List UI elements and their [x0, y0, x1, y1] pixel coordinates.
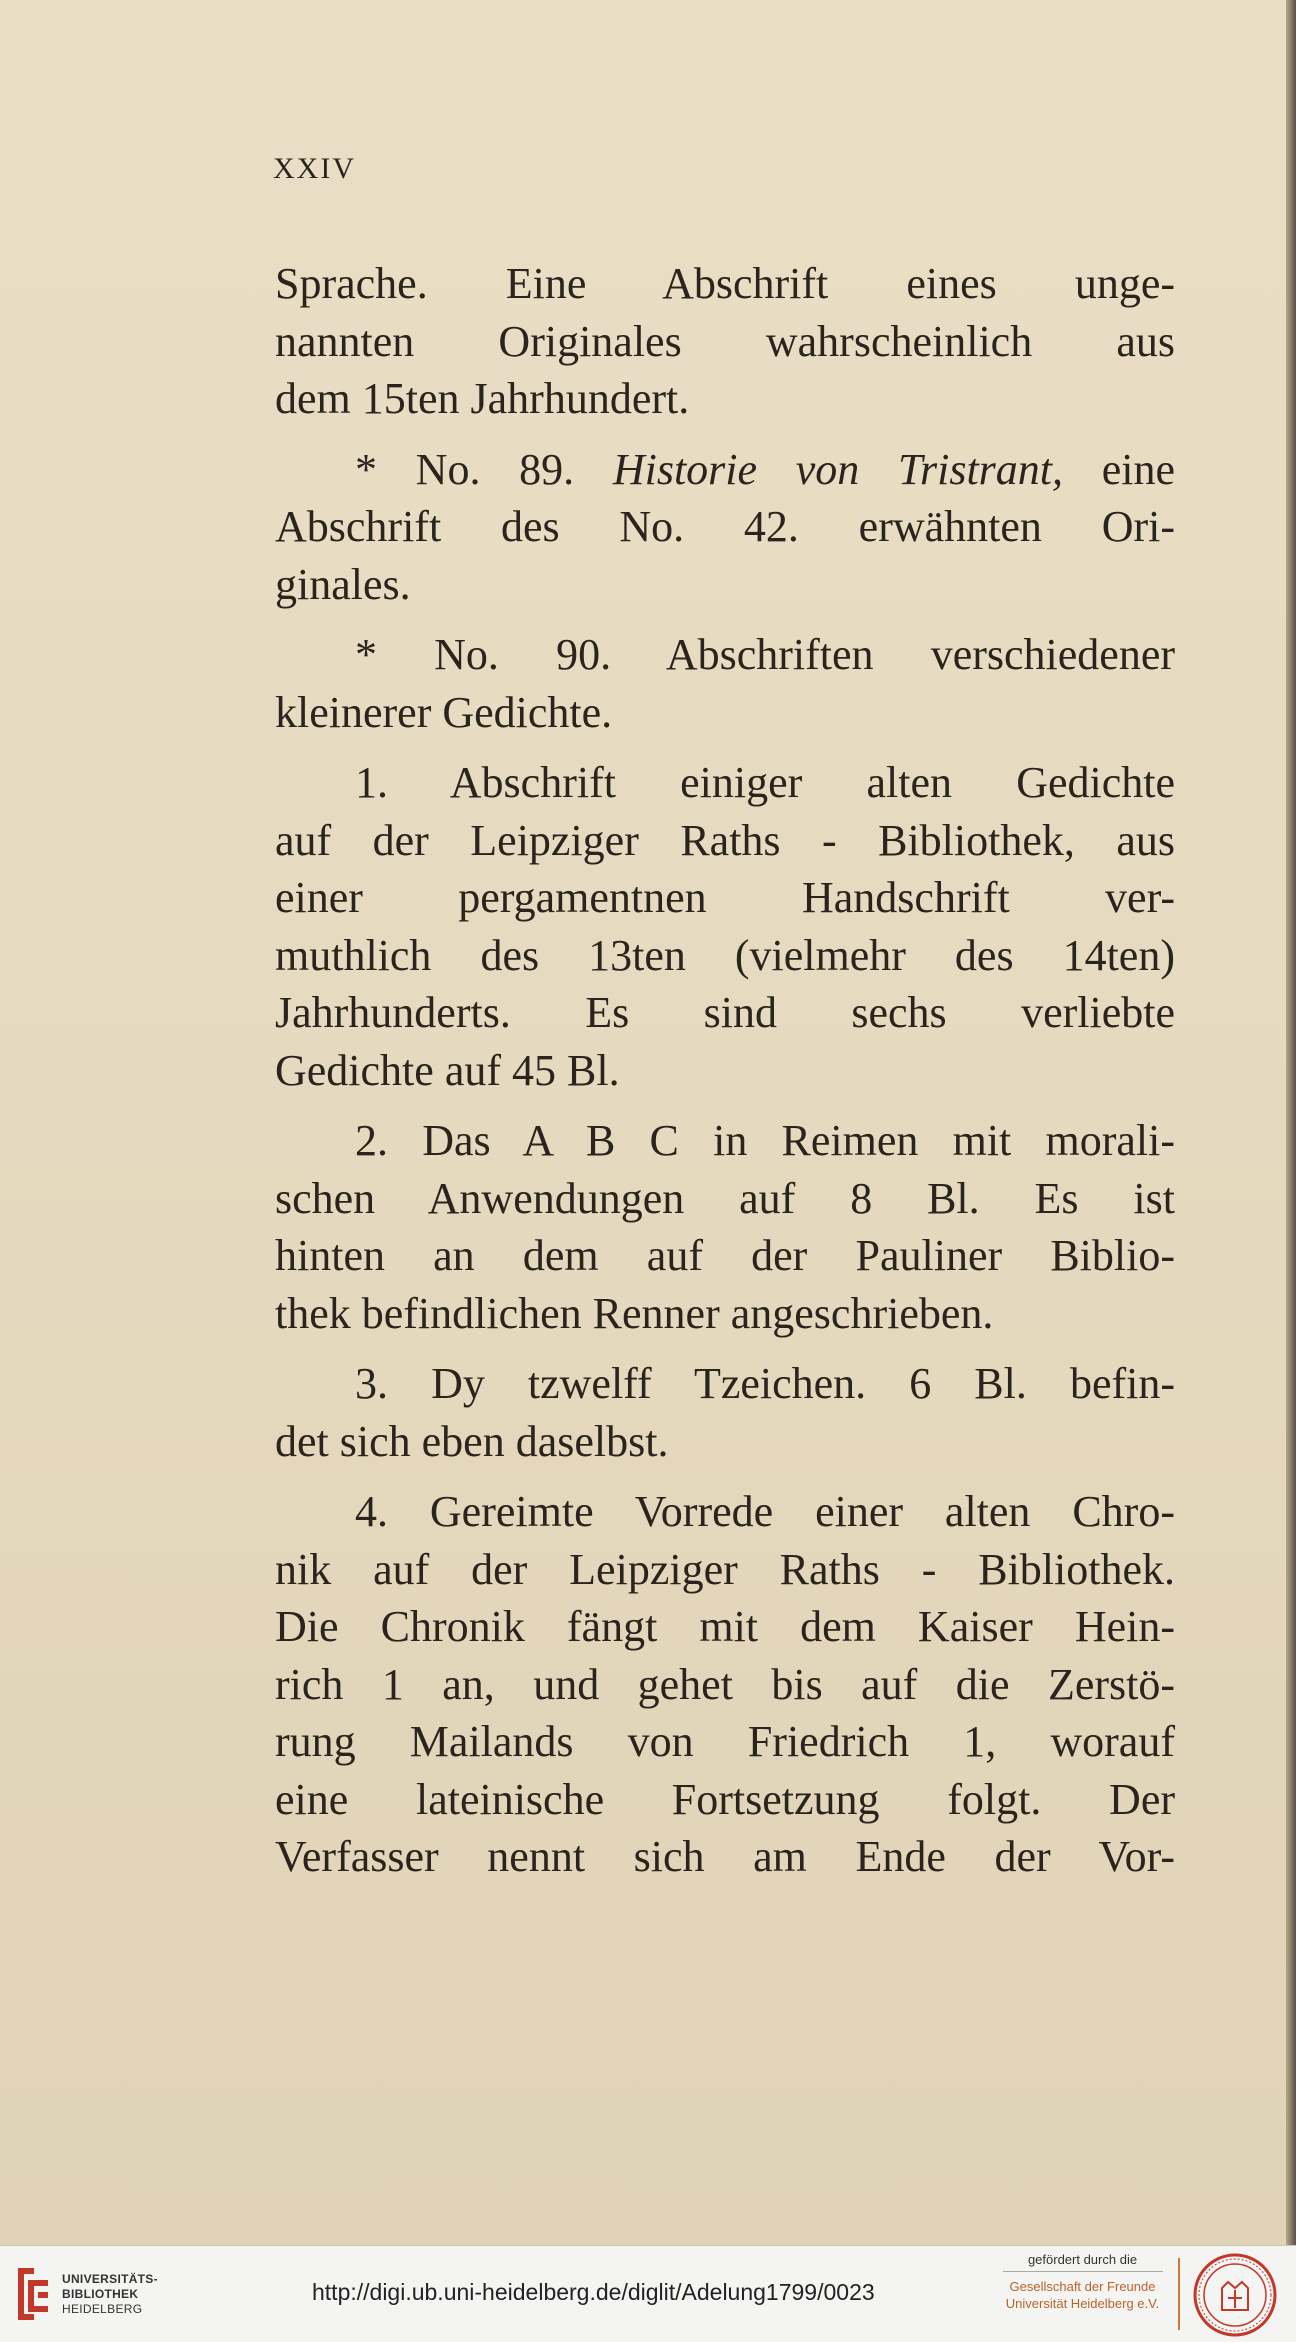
text-line: muthlich des 13ten (vielmehr des 14ten)	[275, 930, 1175, 980]
text-line: thek befindlichen Renner angeschrieben.	[275, 1288, 994, 1338]
paragraph-6	[275, 1355, 1175, 1413]
text-line: Verfasser nennt sich am Ende der Vor-	[275, 1832, 1175, 1881]
text-line: * No. 90. Abschriften verschiedener	[355, 630, 1175, 679]
footer-divider	[1178, 2258, 1180, 2330]
paragraph-2	[275, 441, 1175, 499]
text-line: 3. Dy tzwelff Tzeichen. 6 Bl. befin-	[355, 1359, 1175, 1408]
text-line: rung Mailands von Friedrich 1, worauf	[275, 1717, 1175, 1766]
funder-name-line-2: Universität Heidelberg e.V.	[1005, 2296, 1160, 2311]
funded-divider	[1003, 2271, 1163, 2272]
funded-by-label: gefördert durch die	[1027, 2252, 1138, 2267]
ub-heidelberg-logo-icon	[14, 2264, 52, 2324]
text-line: eine lateinische Fortsetzung folgt. Der	[275, 1774, 1175, 1824]
paragraph-3-cont	[275, 684, 1175, 742]
text-line: Abschrift des No. 42. erwähnten Ori-	[275, 502, 1175, 551]
text-line: ginales.	[275, 559, 411, 609]
library-name	[62, 2272, 158, 2317]
text-line: 4. Gereimte Vorrede einer alten Chro-	[355, 1487, 1175, 1536]
paragraph-6-cont	[275, 1413, 1175, 1471]
text-line: kleinerer Gedichte.	[275, 687, 613, 737]
text-line: nannten Originales wahrscheinlich aus	[275, 316, 1175, 366]
paragraph-4-cont	[275, 812, 1175, 1100]
page-edge-shadow	[1286, 0, 1296, 2245]
paragraph-7-cont	[275, 1541, 1175, 1886]
paragraph-4	[275, 754, 1175, 812]
funding-credit[interactable]	[1000, 2252, 1165, 2312]
paragraph-5-cont	[275, 1170, 1175, 1343]
text-line: det sich eben daselbst.	[275, 1416, 669, 1466]
italic-title: Historie von Tristrant,	[612, 444, 1064, 494]
paragraph-1	[275, 255, 1175, 428]
text-line: rich 1 an, und gehet bis auf die Zerstö-	[275, 1659, 1175, 1709]
page-header-roman-numeral: XXIV	[273, 152, 356, 185]
paragraph-3	[275, 626, 1175, 684]
text-line: 1. Abschrift einiger alten Gedichte	[355, 758, 1175, 807]
footer-bar	[0, 2245, 1296, 2342]
text-line: Jahrhunderts. Es sind sechs verliebte	[275, 988, 1175, 1037]
text-line: dem 15ten Jahrhundert.	[275, 374, 690, 423]
university-seal-icon[interactable]	[1192, 2252, 1278, 2338]
permalink-url[interactable]: http://digi.ub.uni-heidelberg.de/diglit/Adelung1799/0023	[312, 2279, 875, 2305]
text-line: auf der Leipziger Raths - Bibliothek, aus	[275, 815, 1175, 865]
paragraph-2-cont	[275, 498, 1175, 613]
text-line: Gedichte auf 45 Bl.	[275, 1045, 620, 1095]
text-line: einer pergamentnen Handschrift ver-	[275, 873, 1175, 922]
page-body-text	[275, 255, 1175, 1886]
funder-name-line-1: Gesellschaft der Freunde	[1009, 2279, 1156, 2294]
library-name-line-2: BIBLIOTHEK	[62, 2286, 139, 2301]
paragraph-5	[275, 1112, 1175, 1170]
paragraph-7	[275, 1483, 1175, 1541]
text-line: schen Anwendungen auf 8 Bl. Es ist	[275, 1173, 1175, 1223]
library-logo-link[interactable]	[14, 2264, 158, 2324]
library-name-line-3: HEIDELBERG	[62, 2301, 143, 2316]
text-line: 2. Das A B C in Reimen mit morali-	[355, 1116, 1175, 1165]
text-line: Sprache. Eine Abschrift eines unge-	[275, 259, 1175, 308]
no-89-label: * No. 89.	[355, 444, 613, 494]
text-line-with-italic: * No. 89. Historie von Tristrant, eine	[355, 444, 1175, 494]
text-line: hinten an dem auf der Pauliner Biblio-	[275, 1231, 1175, 1280]
text-line: Die Chronik fängt mit dem Kaiser Hein-	[275, 1602, 1175, 1651]
library-name-line-1: UNIVERSITÄTS-	[62, 2271, 158, 2286]
text-line: nik auf der Leipziger Raths - Bibliothek.	[275, 1544, 1175, 1594]
